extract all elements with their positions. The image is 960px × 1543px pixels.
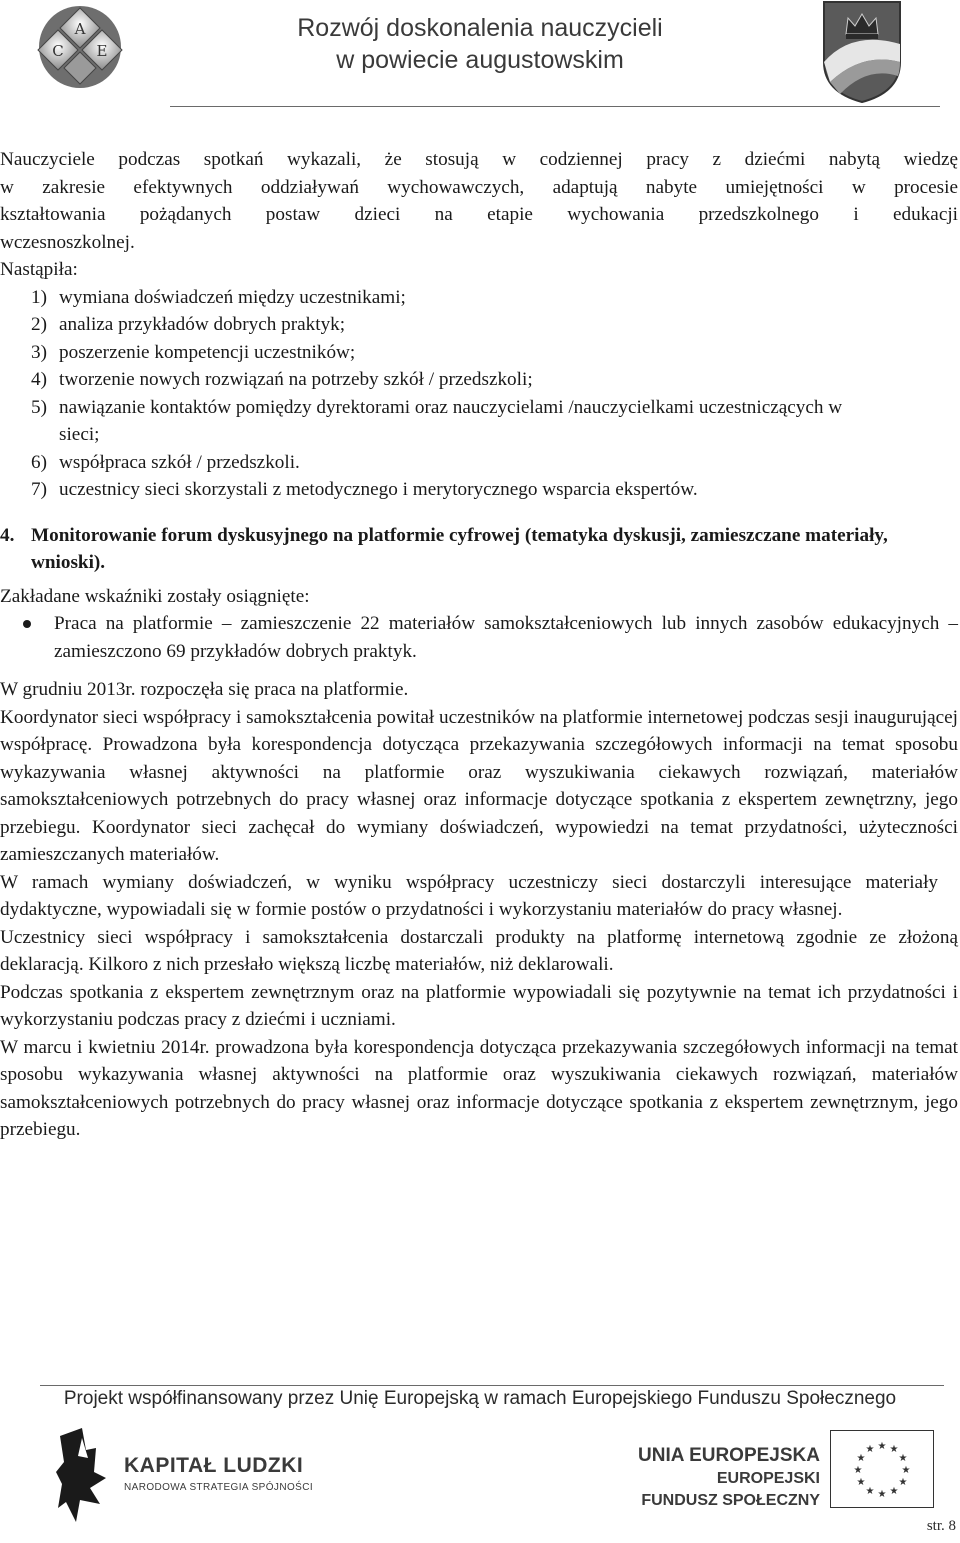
- header-title-line2: w powiecie augustowskim: [336, 46, 624, 74]
- logo-letter-a: A: [74, 20, 86, 38]
- indicators-label: Zakładane wskaźniki zostały osiągnięte:: [0, 585, 310, 607]
- page-number: str. 8: [926, 1518, 956, 1534]
- header-title-line1: Rozwój doskonalenia nauczycieli: [297, 14, 663, 42]
- footer-divider: [40, 1385, 944, 1386]
- paragraph: W ramach wymiany doświadczeń, w wyniku współpracy uczestniczy sieci dostarczyli interesujące materiały dydaktyczne, wypowiadali się w formie postów o przydatności i wykorzystaniu materiałów do pracy własnej.: [0, 871, 938, 920]
- list-item: 5) nawiązanie kontaktów pomiędzy dyrektorami oraz nauczycielami /nauczycielkami uczestniczących w sieci;: [31, 396, 843, 445]
- paragraph: W grudniu 2013r. rozpoczęła się praca na platformie.: [0, 679, 409, 700]
- document-body: [0, 146, 958, 1144]
- list-item: 4) tworzenie nowych rozwiązań na potrzeby szkół / przedszkoli;: [31, 369, 533, 390]
- outcomes-list: [0, 284, 958, 504]
- logo-letter-c: C: [52, 42, 64, 60]
- svg-text:★: ★: [856, 1477, 866, 1488]
- paragraph: Uczestnicy sieci współpracy i samokształcenia dostarczali produkty na platformę internetową zgodnie ze złożoną deklaracją. Kilkoro z nich przesłało większą liczbę materiałów, niż deklarowali.: [0, 926, 958, 975]
- eu-flag-icon: [830, 1430, 934, 1508]
- section-title: Monitorowanie forum dyskusyjnego na platformie cyfrowej (tematyka dyskusji, zamieszczane materiały, wnioski).: [31, 524, 888, 573]
- intro-line: Nauczyciele podczas spotkań wykazali, że stosują w codziennej pracy z dziećmi nabytą wiedzę: [0, 149, 958, 170]
- bullet-icon: [23, 620, 31, 628]
- paragraph: Podczas spotkania z ekspertem zewnętrznym oraz na platformie wypowiadali się pozytywnie na temat ich przydatności i wykorzystaniu podczas pracy z dziećmi i uczniami.: [0, 981, 958, 1030]
- list-intro: Nastąpiła:: [0, 259, 78, 280]
- svg-text:★: ★: [889, 1486, 899, 1497]
- svg-text:★: ★: [865, 1486, 875, 1497]
- logo-letter-e: E: [96, 42, 108, 60]
- kapital-ludzki-title: KAPITAŁ LUDZKI: [124, 1454, 304, 1477]
- paragraph: W marcu i kwietniu 2014r. prowadzona była korespondencja dotycząca przekazywania szczegółowych informacji na temat sposobu wykazywania własnej aktywności na platformie oraz wyszukiwania ciekawych rozwiązań, materiałów samokształceniowych potrzebnych do pracy własnej oraz informacje dotyczące spotkania z ekspertem zewnętrznym, jego przebiegu.: [0, 1036, 958, 1140]
- svg-text:★: ★: [865, 1444, 875, 1455]
- bullet-item: Praca na platformie – zamieszczenie 22 materiałów samokształceniowych lub innych zasobów edukacyjnych – zamieszczono 69 przykładów dobrych praktyk.: [0, 610, 958, 665]
- eu-label: [630, 1444, 820, 1512]
- cae-logo-icon: [34, 4, 126, 90]
- paragraph: Koordynator sieci współpracy i samokształcenia powitał uczestników na platformie internetowej podczas sesji inaugurującej współpracę. Prowadzona była korespondencja dotycząca przekazywania szczegółowych informacji na temat sposobu wykazywania własnej aktywności na platformie oraz wyszukiwania ciekawych rozwiązań, materiałów samokształceniowych potrzebnych do pracy własnej oraz informacje dotyczące spotkania z ekspertem zewnętrzny, jego przebiegu. Koordynator sieci zachęcał do wymiany doświadczeń, wypowiedzi na temat przydatności, użyteczności zamieszczanych materiałów.: [0, 706, 958, 865]
- header-divider: [170, 106, 940, 107]
- svg-text:★: ★: [877, 1441, 887, 1452]
- page-header: [0, 0, 960, 110]
- intro-line: kształtowania pożądanych postaw dzieci na etapie wychowania przedszkolnego i edukacji: [0, 204, 958, 225]
- footer-text: Projekt współfinansowany przez Unię Europejską w ramach Europejskiego Funduszu Społecznego: [63, 1388, 897, 1409]
- svg-text:★: ★: [901, 1465, 911, 1476]
- intro-line: w zakresie efektywnych oddziaływań wychowawczych, adaptują nabyte umiejętności w procesie: [0, 176, 958, 198]
- intro-line: wczesnoszkolnej.: [0, 231, 135, 253]
- indicators-list: [0, 610, 958, 665]
- eu-line1: UNIA EUROPEJSKA: [638, 1445, 820, 1466]
- intro-paragraph: [0, 146, 958, 256]
- list-item: 2) analiza przykładów dobrych praktyk;: [31, 314, 346, 335]
- svg-text:★: ★: [853, 1465, 863, 1476]
- list-item: 6) współpraca szkół / przedszkoli.: [31, 451, 300, 473]
- section-number: 4.: [0, 524, 15, 546]
- list-item: 1) wymiana doświadczeń między uczestnikami;: [31, 286, 406, 308]
- svg-text:★: ★: [877, 1489, 887, 1500]
- svg-text:★: ★: [898, 1453, 908, 1464]
- eu-line3: FUNDUSZ SPOŁECZNY: [641, 1492, 820, 1509]
- svg-text:★: ★: [889, 1444, 899, 1455]
- svg-text:★: ★: [856, 1453, 866, 1464]
- list-item: 7) uczestnicy sieci skorzystali z metodycznego i merytorycznego wsparcia ekspertów.: [31, 479, 698, 500]
- svg-text:★: ★: [898, 1477, 908, 1488]
- eu-line2: EUROPEJSKI: [716, 1470, 820, 1487]
- coat-of-arms-icon: [822, 0, 902, 104]
- section-heading: [0, 522, 958, 577]
- list-item: 3) poszerzenie kompetencji uczestników;: [31, 341, 356, 363]
- kapital-ludzki-subtitle: NARODOWA STRATEGIA SPÓJNOŚCI: [124, 1482, 314, 1493]
